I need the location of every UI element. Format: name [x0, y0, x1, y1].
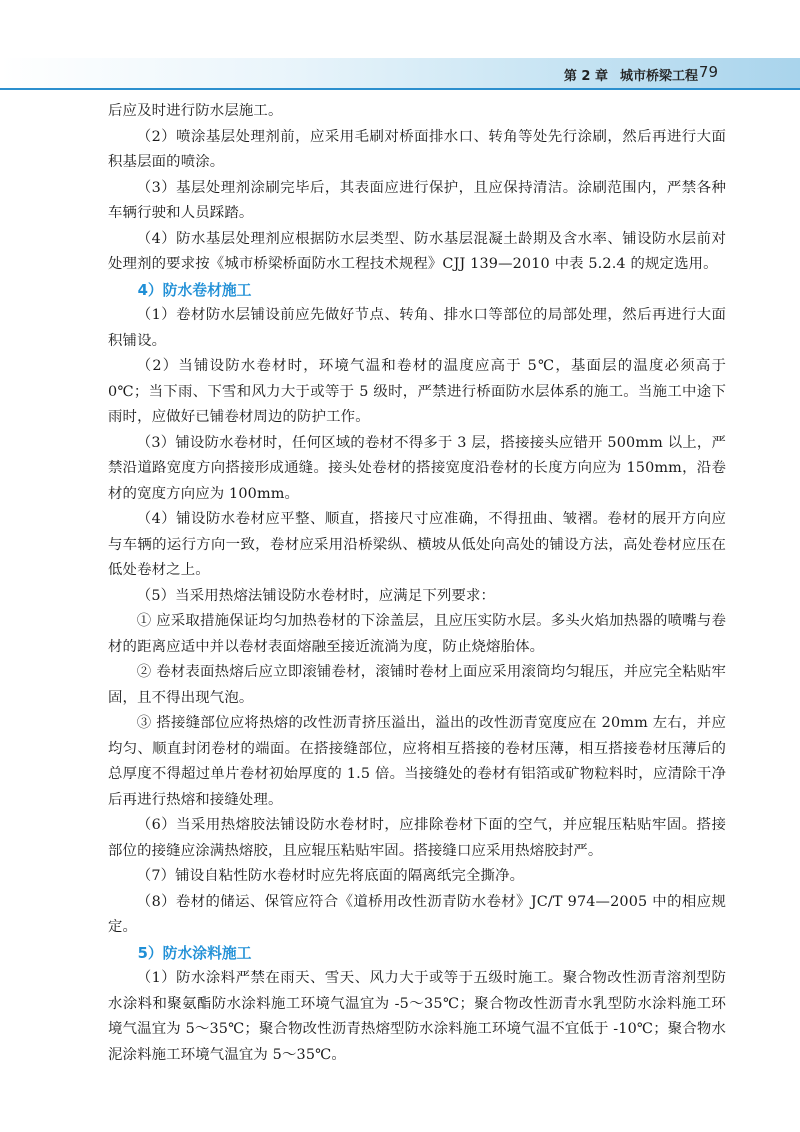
body-paragraph: ③ 搭接缝部位应将热熔的改性沥青挤压溢出，溢出的改性沥青宽度应在 20mm 左右，并应均匀、顺直封闭卷材的端面。在搭接缝部位，应将相互搭接的卷材压薄，相互搭接卷材压薄后的总厚度不得超过单片卷材初始厚度的 1.5 倍。当接缝处的卷材有铝箔或矿物粒料时，应清除干净后再进行热熔和接缝处理。: [108, 715, 726, 808]
page-number: 79: [698, 63, 718, 81]
body-paragraph: （4）防水基层处理剂应根据防水层类型、防水基层混凝土龄期及含水率、铺设防水层前对处理剂的要求按《城市桥梁桥面防水工程技术规程》CJJ 139—2010 中表 5.2.4 的规定选用。: [108, 230, 726, 272]
body-paragraph: （7）铺设自粘性防水卷材时应先将底面的隔离纸完全撕净。: [136, 868, 525, 884]
body-paragraph: 后应及时进行防水层施工。: [108, 103, 283, 119]
chapter-title: 城市桥梁工程: [619, 69, 698, 84]
body-paragraph: （3）基层处理剂涂刷完毕后，其表面应进行保护，且应保持清洁。涂刷范围内，严禁各种车辆行驶和人员踩踏。: [108, 179, 726, 221]
header-rule-line: [0, 88, 800, 90]
running-header: [0, 58, 800, 90]
body-paragraph: （4）铺设防水卷材应平整、顺直，搭接尺寸应准确，不得扭曲、皱褶。卷材的展开方向应与车辆的运行方向一致，卷材应采用沿桥梁纵、横坡从低处向高处的铺设方法，高处卷材应压在低处卷材之上。: [108, 511, 726, 578]
body-paragraph: ① 应采取措施保证均匀加热卷材的下涂盖层，且应压实防水层。多头火焰加热器的喷嘴与卷材的距离应适中并以卷材表面熔融至接近流淌为度，防止烧熔胎体。: [108, 613, 726, 655]
section-heading: 5）防水涂料施工: [137, 944, 252, 962]
body-paragraph: （2）喷涂基层处理剂前，应采用毛刷对桥面排水口、转角等处先行涂刷，然后再进行大面积基层面的喷涂。: [108, 128, 726, 170]
body-paragraph: ② 卷材表面热熔后应立即滚铺卷材，滚铺时卷材上面应采用滚筒均匀辊压，并应完全粘贴牢固，且不得出现气泡。: [108, 664, 726, 706]
body-paragraph: （5）当采用热熔法铺设防水卷材时，应满足下列要求：: [136, 587, 496, 604]
chapter-number: 第 2 章: [563, 69, 608, 84]
body-paragraph: （1）卷材防水层铺设前应先做好节点、转角、排水口等部位的局部处理，然后再进行大面积铺设。: [108, 307, 726, 349]
body-paragraph: （3）铺设防水卷材时，任何区域的卷材不得多于 3 层，搭接接头应错开 500mm 以上，严禁沿道路宽度方向搭接形成通缝。接头处卷材的搭接宽度沿卷材的长度方向应为 150mm，沿卷材的宽度方向应为 100mm。: [108, 434, 726, 502]
chapter-label: [564, 65, 698, 84]
body-paragraph: （1）防水涂料严禁在雨天、雪天、风力大于或等于五级时施工。聚合物改性沥青溶剂型防水涂料和聚氨酯防水涂料施工环境气温宜为 -5～35℃；聚合物改性沥青水乳型防水涂料施工环境气温宜为 5～35℃；聚合物改性沥青热熔型防水涂料施工环境气温不宜低于 -10℃；聚合物水泥涂料施工环境气温宜为 5～35℃。: [108, 970, 726, 1063]
body-paragraph: （6）当采用热熔胶法铺设防水卷材时，应排除卷材下面的空气，并应辊压粘贴牢固。搭接部位的接缝应涂满热熔胶，且应辊压粘贴牢固。搭接缝口应采用热熔胶封严。: [108, 817, 726, 859]
body-paragraph: （8）卷材的储运、保管应符合《道桥用改性沥青防水卷材》JC/T 974—2005 中的相应规定。: [108, 893, 726, 935]
section-heading: 4）防水卷材施工: [137, 281, 252, 299]
body-paragraph: （2）当铺设防水卷材时，环境气温和卷材的温度应高于 5℃，基面层的温度必须高于 0℃；当下雨、下雪和风力大于或等于 5 级时，严禁进行桥面防水层体系的施工。当施工中途下雨时，应做好已铺卷材周边的防护工作。: [108, 358, 726, 425]
page-body: [108, 99, 726, 1068]
